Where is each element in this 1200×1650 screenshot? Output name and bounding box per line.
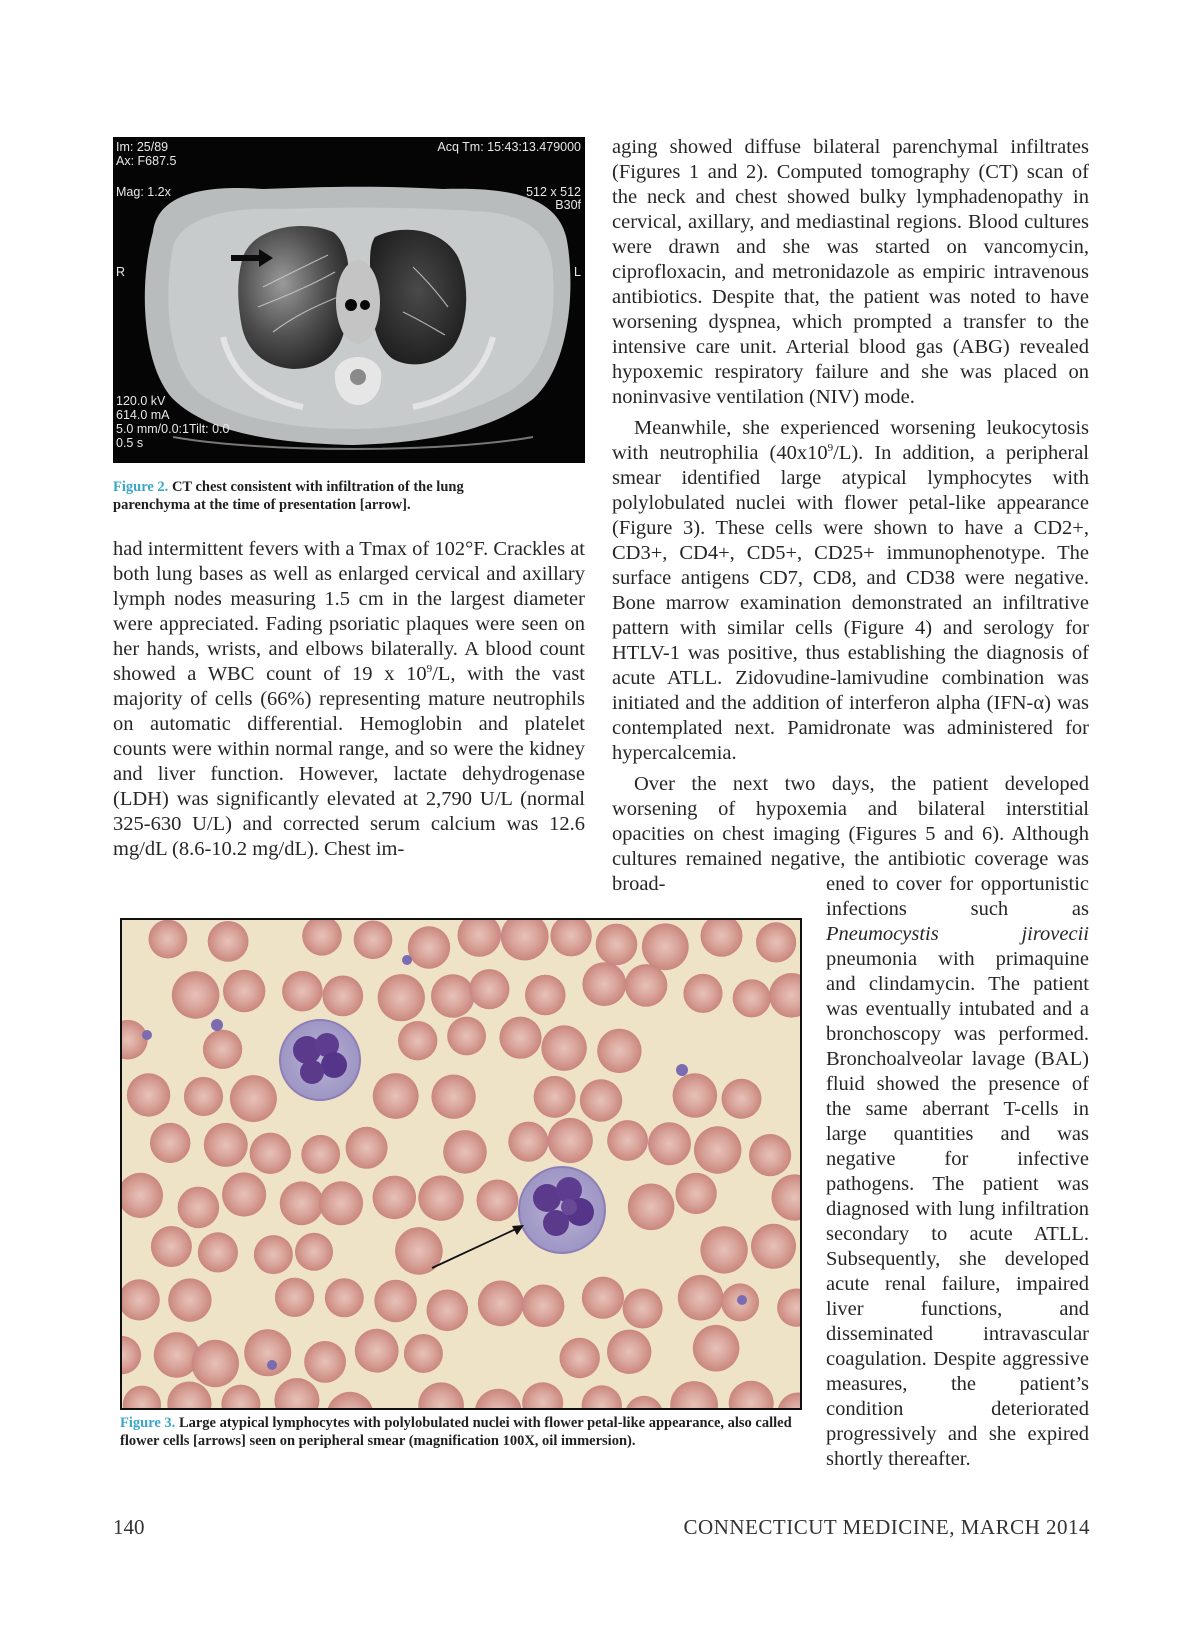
red-blood-cell <box>254 1235 293 1274</box>
red-blood-cell <box>373 1176 417 1220</box>
red-blood-cell <box>123 1386 161 1408</box>
red-blood-cell <box>282 971 323 1012</box>
red-blood-cell <box>208 921 249 962</box>
red-blood-cell <box>469 969 509 1009</box>
paragraph-left-1: had intermittent fevers with a Tmax of 102°F. Crackles at both lung bases as well as enlarged cervical and axillary lymph nodes measuring 1.5 cm in the largest diameter were appreciated. Fading psoriatic plaques were seen on her hands, wrists, and elbows bilaterally. A blood count showed a WBC count of 19 x $10^9/L$, with the vast majority of cells (66%) representing mature neutrophils on automatic differential. Hemoglobin and platelet counts were within normal range, and so were the kidney and liver function. However, lactate dehydrogenase (LDH) was significantly elevated at 2,790 U/L (normal 325-630 U/L) and corrected serum calcium was 12.6 mg/dL (8.6-10.2 mg/dL). Chest im- <box>113 538 585 860</box>
red-blood-cell <box>355 1329 399 1373</box>
ct-kernel-code: B30f <box>555 198 581 212</box>
red-blood-cell <box>447 1017 486 1056</box>
red-blood-cell <box>327 1392 374 1408</box>
narrow-column-text <box>826 872 1089 1472</box>
red-blood-cell <box>374 1280 417 1323</box>
red-blood-cell <box>648 1122 691 1165</box>
red-blood-cell <box>154 1332 200 1378</box>
red-blood-cell <box>222 1172 266 1216</box>
red-blood-cell <box>203 1030 242 1069</box>
red-blood-cell <box>597 1029 641 1073</box>
red-blood-cell <box>149 920 188 959</box>
red-blood-cell <box>628 1184 675 1231</box>
red-blood-cell <box>683 974 722 1013</box>
red-blood-cell <box>301 1135 340 1174</box>
red-blood-cell <box>522 1285 565 1328</box>
red-blood-cell <box>625 964 668 1007</box>
red-blood-cell <box>678 1275 724 1321</box>
ct-left-marker: L <box>574 265 581 279</box>
red-blood-cell <box>675 1173 716 1214</box>
red-blood-cell <box>122 1020 148 1060</box>
red-blood-cell <box>122 1279 160 1320</box>
red-blood-cell <box>625 1396 663 1408</box>
left-column-text <box>113 537 585 862</box>
red-blood-cell <box>150 1123 190 1163</box>
red-blood-cell <box>354 921 393 960</box>
ct-kv: 120.0 kV <box>116 394 166 408</box>
paragraph-right-1: aging showed diffuse bilateral parenchymal infiltrates (Figures 1 and 2). Computed tomography (CT) scan of the neck and chest showed bulky lymphadenopathy in cervical, axillary, and mediastinal regions. Blood cultures were drawn and she was started on vancomycin, ciprofloxacin, and metronidazole as empiric intravenous antibiotics. Despite that, the patient was noted to have worsening dyspnea, which prompted a transfer to the intensive care unit. Arterial blood gas (ABG) revealed hypoxemic respiratory failure and she was placed on noninvasive ventilation (NIV) mode. <box>612 136 1089 408</box>
figure-3-smear-image <box>120 918 802 1410</box>
red-blood-cell <box>204 1123 248 1167</box>
red-blood-cell <box>607 1330 651 1374</box>
red-blood-cell <box>623 1289 663 1329</box>
red-blood-cell <box>769 973 800 1018</box>
red-blood-cell <box>756 922 796 962</box>
red-blood-cell <box>522 1382 563 1408</box>
red-blood-cell <box>751 1224 796 1269</box>
red-blood-cell <box>302 920 342 956</box>
red-blood-cell <box>325 1278 364 1317</box>
red-blood-cell <box>172 971 220 1019</box>
figure-2-caption <box>113 478 533 514</box>
red-blood-cell <box>443 1130 487 1174</box>
smear-drawing <box>122 920 800 1408</box>
red-blood-cell <box>418 1382 464 1408</box>
red-blood-cell <box>373 1073 419 1119</box>
red-blood-cell <box>722 1079 762 1119</box>
figure-2-ct-image <box>113 137 585 463</box>
red-blood-cell <box>582 1385 622 1408</box>
red-blood-cell <box>582 962 626 1006</box>
red-blood-cell <box>378 974 425 1021</box>
red-blood-cell <box>777 1289 800 1327</box>
red-blood-cell <box>192 1340 239 1387</box>
red-blood-cell <box>431 1075 475 1119</box>
red-blood-cell <box>398 1021 437 1060</box>
red-blood-cell <box>534 1076 576 1118</box>
red-blood-cell <box>548 1118 593 1163</box>
red-blood-cell <box>122 1173 163 1218</box>
red-blood-cell <box>408 926 450 968</box>
red-blood-cell <box>777 1393 800 1409</box>
ct-ma: 614.0 mA <box>116 408 170 422</box>
figure-3-caption-text: Large atypical lymphocytes with polylobulated nuclei with flower petal-like appearance, also called flower cells [arrows] seen on peripheral smear (magnification 100X, oil immersion). <box>120 1415 792 1449</box>
red-blood-cell <box>477 1180 519 1222</box>
red-blood-cell <box>673 1073 718 1118</box>
red-blood-cell <box>749 1134 791 1176</box>
red-blood-cell <box>221 1385 260 1408</box>
ct-axial-position: Ax: F687.5 <box>116 154 177 168</box>
red-blood-cell <box>127 1073 170 1116</box>
ct-exposure-time: 0.5 s <box>116 436 144 450</box>
red-blood-cell <box>346 1127 388 1169</box>
red-blood-cell <box>607 1120 648 1161</box>
red-blood-cell <box>178 1187 220 1229</box>
ct-scan-drawing <box>113 137 585 463</box>
red-blood-cell <box>404 1334 443 1373</box>
red-blood-cell <box>729 1381 774 1408</box>
red-blood-cell <box>670 1381 718 1408</box>
ct-magnification: Mag: 1.2x <box>116 185 171 199</box>
red-blood-cell <box>701 920 743 957</box>
red-blood-cell <box>580 1079 622 1121</box>
smear-arrow-icon <box>432 1225 524 1268</box>
red-blood-cell <box>250 1133 291 1174</box>
red-blood-cell <box>244 1329 291 1376</box>
right-column-text <box>612 135 1089 897</box>
red-blood-cell <box>418 1176 463 1221</box>
red-blood-cell <box>499 1017 541 1059</box>
red-blood-cell <box>550 920 591 956</box>
red-blood-cell <box>694 1126 741 1173</box>
ct-matrix-size: 512 x 512 <box>526 185 581 199</box>
red-blood-cell <box>198 1232 238 1272</box>
red-blood-cell <box>560 1338 600 1378</box>
red-blood-cell <box>475 1389 522 1408</box>
journal-name: CONNECTICUT MEDICINE, MARCH 2014 <box>683 1515 1090 1539</box>
red-blood-cell <box>525 975 566 1016</box>
red-blood-cell <box>582 1277 624 1319</box>
flower-cell-2 <box>519 1167 605 1253</box>
flower-cell-1 <box>280 1020 360 1100</box>
red-blood-cell <box>184 1077 223 1116</box>
ct-slice-thickness: 5.0 mm/0.0:1Tilt: 0.0 <box>116 422 230 436</box>
paragraph-narrow: ened to cover for opportunistic infections such as Pneumocystis jirovecii pneumonia with primaquine and clindamycin. The patient was eventually intubated and a bronchoscopy was performed. Bronchoalveolar lavage (BAL) fluid showed the presence of the same aberrant T-cells in large quantities and was negative for infective pathogens. The patient was diagnosed with lung infiltration secondary to acute ATLL. Subsequently, she developed acute renal failure, impaired liver functions, and disseminated intravascular coagulation. Despite aggressive measures, the patient’s condition deteriorated progressively and she expired shortly thereafter. <box>826 873 1089 1470</box>
red-blood-cell <box>122 1336 141 1374</box>
red-blood-cell <box>458 920 502 957</box>
figure-2-label: Figure 2. <box>113 479 169 495</box>
figure-3-caption <box>120 1414 810 1450</box>
red-blood-cell <box>295 1233 333 1271</box>
red-blood-cell <box>700 1226 747 1273</box>
red-blood-cell <box>642 923 689 970</box>
red-blood-cell <box>501 920 549 960</box>
red-blood-cell <box>223 970 265 1012</box>
red-blood-cell <box>167 1382 211 1409</box>
ct-acquisition-time: Acq Tm: 15:43:13.479000 <box>437 140 581 154</box>
red-blood-cell <box>395 1227 443 1275</box>
paragraph-right-2: Meanwhile, she experienced worsening leukocytosis with neutrophilia $(40x10^9/L)$. In addition, a peripheral smear identified large atypical lymphocytes with polylobulated nuclei with flower petal-like appearance (Figure 3). These cells were shown to have a CD2+, CD3+, CD4+, CD5+, CD25+ immunophenotype. The surface antigens CD7, CD8, and CD38 were negative. Bone marrow examination demonstrated an infiltrative pattern with similar cells (Figure 4) and serology for HTLV-1 was positive, thus establishing the diagnosis of acute ATLL. Zidovudine-lamivudine combination was initiated and the addition of interferon alpha (IFN-α) was contemplated next. Pamidronate was administered for hypercalcemia. <box>612 417 1089 764</box>
red-blood-cell <box>274 1378 319 1408</box>
red-blood-cell <box>772 1174 801 1220</box>
ct-image-index: Im: 25/89 <box>116 140 169 154</box>
red-blood-cell <box>541 1025 586 1070</box>
red-blood-cell <box>596 924 638 966</box>
figure-3-label: Figure 3. <box>120 1415 176 1431</box>
red-blood-cell <box>280 1181 324 1225</box>
red-blood-cell <box>275 1278 314 1317</box>
red-blood-cell <box>431 974 475 1018</box>
page-number: 140 <box>113 1515 145 1539</box>
red-blood-cell <box>733 979 771 1017</box>
red-blood-cell <box>151 1226 192 1267</box>
red-blood-cell <box>693 1325 740 1372</box>
red-blood-cell <box>168 1278 211 1321</box>
red-blood-cell <box>319 1181 363 1225</box>
red-blood-cell <box>427 1290 469 1332</box>
figure-2-caption-text: CT chest consistent with infiltration of the lung parenchyma at the time of presentation [arrow]. <box>113 479 464 513</box>
red-blood-cell <box>230 1075 277 1122</box>
red-blood-cell <box>508 1122 548 1162</box>
red-blood-cell <box>478 1281 524 1327</box>
red-blood-cell <box>322 976 363 1017</box>
red-blood-cell <box>304 1341 346 1383</box>
ct-right-marker: R <box>116 265 126 279</box>
paragraph-right-3: Over the next two days, the patient developed worsening of hypoxemia and bilateral interstitial opacities on chest imaging (Figures 5 and 6). Although cultures remained negative, the antibiotic coverage was broad- <box>612 773 1089 895</box>
